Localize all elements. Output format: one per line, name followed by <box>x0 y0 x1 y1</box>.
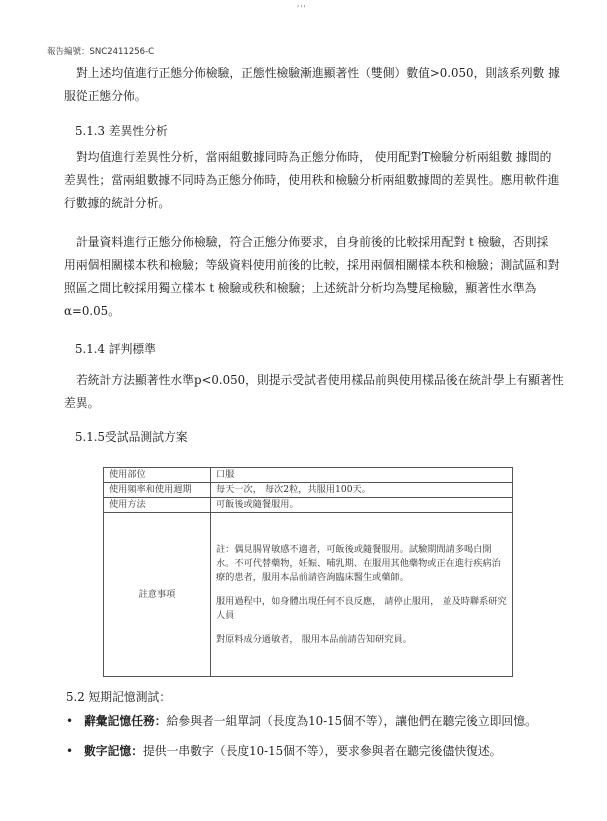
table-row <box>104 468 513 483</box>
paragraph-line: α=0.05。 <box>64 304 120 318</box>
table-value: 可飯後或隨餐服用。 <box>211 498 513 513</box>
bullet-text: 給參與者一組單詞（長度為10-15個不等），讓他們在聽完後立即回憶。 <box>166 714 537 728</box>
bullet-title: 數字記憶： <box>84 744 143 758</box>
report-number: 報告編號：SNC2411256-C <box>47 47 155 57</box>
paragraph-line: 若統計方法顯著性水準p<0.050，則提示受試者使用樣品前與使用樣品後在統計學上有顯著性 <box>76 373 564 387</box>
list-item <box>62 739 562 769</box>
paragraph-line: 照區之間比較採用獨立樣本 t 檢驗或秩和檢驗；上述統計分析均為雙尾檢驗，顯著性水準為 <box>64 281 537 295</box>
paragraph-line: 服從正態分佈。 <box>64 89 147 103</box>
paragraph-line: 差異性；當兩組數據不同時為正態分佈時，使用秩和檢驗分析兩組數據間的差異性。應用軟件進 <box>64 173 560 187</box>
notes-cell <box>211 513 513 677</box>
table-value: 口服 <box>211 468 513 483</box>
paragraph-criteria <box>64 369 564 415</box>
memory-test-list <box>62 709 562 769</box>
bullet-title: 辭彙記憶任務： <box>84 714 167 728</box>
table-label: 使用方法 <box>104 498 211 513</box>
paragraph-line: 對上述均值進行正態分佈檢驗，正態性檢驗漸進顯著性（雙側）數值>0.050，則該系列數 據 <box>76 66 560 80</box>
top-mark: ''' <box>297 4 307 13</box>
paragraph-line: 差異。 <box>64 396 100 410</box>
heading-5-1-3: 5.1.3 差異性分析 <box>75 124 168 138</box>
table-row <box>104 498 513 513</box>
paragraph-line: 行數據的統計分析。 <box>64 196 171 210</box>
table-row <box>104 513 513 677</box>
test-protocol-table <box>103 467 513 677</box>
heading-5-2: 5.2 短期記憶測試： <box>66 690 172 704</box>
paragraph-statistical-methods <box>64 231 564 323</box>
bullet-icon: • <box>66 714 74 728</box>
note-text: 對原料成分過敏者， 服用本品前請告知研究員。 <box>216 633 412 645</box>
note-text: 註：偶見腸胃敏感不適者，可飯後或隨餐服用。試驗期間請多喝白開水。不可代替藥物，妊娠、哺乳期、在服用其他藥物或正在進行疾病治療的患者，服用本品前請咨詢臨床醫生或藥師。 <box>216 543 501 583</box>
table-row <box>104 483 513 498</box>
paragraph-difference-analysis <box>64 146 564 215</box>
heading-5-1-4: 5.1.4 評判標準 <box>75 342 156 356</box>
heading-5-1-5: 5.1.5受試品測試方案 <box>75 430 188 444</box>
paragraph-line: 對均值進行差異性分析，當兩組數據同時為正態分佈時， 使用配對T檢驗分析兩組數 據間的 <box>76 150 552 164</box>
bullet-text: 提供一串數字（長度10-15個不等），要求參與者在聽完後儘快復述。 <box>143 744 502 758</box>
paragraph-line: 計量資料進行正態分佈檢驗，符合正態分佈要求，自身前後的比較採用配對 t 檢驗，否則採 <box>76 235 549 249</box>
bullet-icon: • <box>66 744 74 758</box>
table-label: 使用頻率和使用週期 <box>104 483 211 498</box>
paragraph-normality <box>64 62 564 108</box>
list-item <box>62 709 562 739</box>
table-label: 註意事項 <box>104 513 211 677</box>
paragraph-line: 用兩個相關樣本秩和檢驗；等級資料使用前後的比較，採用兩個相關樣本秩和檢驗；測試區和對 <box>64 258 560 272</box>
table-label: 使用部位 <box>104 468 211 483</box>
table-value: 每天一次， 每次2粒，共服用100天。 <box>211 483 513 498</box>
note-text: 服用過程中，如身體出現任何不良反應， 請停止服用， 並及時聯系研究人員 <box>216 595 507 621</box>
